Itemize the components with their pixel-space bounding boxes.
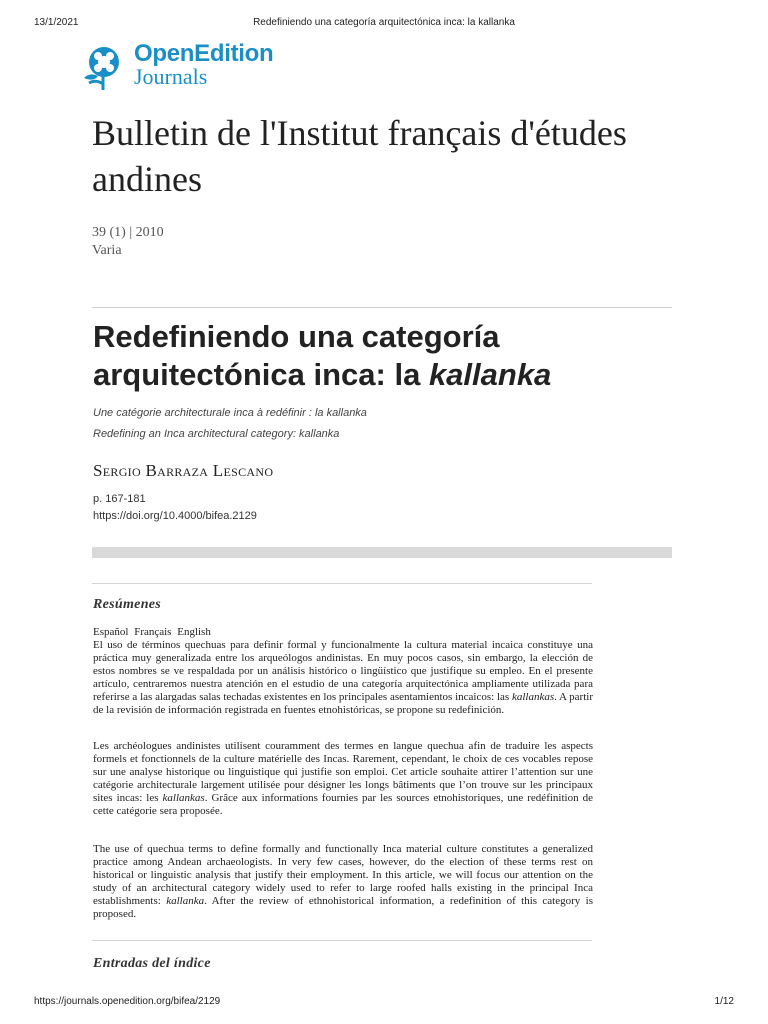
lang-es[interactable]: Español <box>93 626 129 638</box>
abstract-en-term: kallanka <box>166 894 205 907</box>
abstract-en-text-end: . After the review of ethnohistorical information, a redefinition of this category is proposed. <box>93 894 593 920</box>
abstract-fr <box>93 740 593 817</box>
divider <box>92 307 672 308</box>
abstract-es-term: kallankas <box>511 690 555 703</box>
abstract-es <box>93 639 593 716</box>
divider <box>92 583 592 584</box>
print-footer-url: https://journals.openedition.org/bifea/2129 <box>34 996 221 1007</box>
openedition-flower-icon <box>78 42 128 92</box>
resumenes-heading: Resúmenes <box>93 597 162 612</box>
doi-link[interactable]: https://doi.org/10.4000/bifea.2129 <box>93 510 257 522</box>
abstract-en <box>93 843 593 920</box>
issue-number[interactable]: 39 (1) | 2010 <box>92 225 164 240</box>
print-page-number: 1/12 <box>714 996 734 1007</box>
print-header-title: Redefiniendo una categoría arquitectónica inca: la kallanka <box>253 17 515 28</box>
print-date: 13/1/2021 <box>34 17 79 28</box>
logo-wordmark: OpenEdition <box>134 40 274 67</box>
article-title-italic: kallanka <box>428 357 552 392</box>
language-switcher <box>93 626 214 638</box>
article-title-fr: Une catégorie architecturale inca à redéfinir : la kallanka <box>93 407 367 419</box>
abstract-es-text: El uso de términos quechuas para definir formal y funcionalmente la cultura material incaica constituye una práctica muy generalizada entre los arqueólogos andinistas. En muy pocos casos, sin embargo, la elección de estos nombres se ve respaldada por un análisis histórico o lingüístico que justifique su empleo. En el presente artículo, centraremos nuestra atención en el estudio de una categoría arquitectónica ampliamente utilizada para referirse a las alargadas salas techadas existentes en los principales asentamientos incaicos: las <box>93 639 593 703</box>
abstract-es-text-end: . A partir de la revisión de información registrada en fuentes etnohistóricas, se propone su redefinición. <box>93 690 593 716</box>
openedition-logo[interactable] <box>78 42 273 92</box>
lang-en[interactable]: English <box>177 626 211 638</box>
logo-subtitle: Journals <box>134 64 208 89</box>
abstract-fr-term: kallankas <box>162 791 205 804</box>
abstract-fr-text-end: . Grâce aux informations fournies par les sources etnohistoriques, une redéfinition de cette catégorie sera proposée. <box>93 791 593 817</box>
journal-title[interactable]: Bulletin de l'Institut français d'études andines <box>92 113 627 199</box>
abstract-fr-text: Les archéologues andinistes utilisent couramment des termes en langue quechua afin de traduire les aspects formels et fonctionnels de la culture matérielle des Incas. Rarement, cependant, le choix de ces vocables repose sur une analyse historique ou linguistique qui justifie son emploi. Cet article souhaite attirer l’attention sur une catégorie architecturale largement utilisée pour désigner les longs bâtiments que l’on trouve sur les principaux sites incas: les <box>93 740 593 804</box>
divider <box>92 940 592 941</box>
article-title-main: Redefiniendo una categoría arquitectónica inca: la <box>93 319 500 392</box>
lang-fr[interactable]: Français <box>134 626 172 638</box>
page-range: p. 167-181 <box>93 493 146 505</box>
grey-band <box>92 547 672 558</box>
entradas-heading: Entradas del índice <box>93 956 211 971</box>
article-title-en: Redefining an Inca architectural category: kallanka <box>93 428 340 440</box>
issue-info <box>92 224 164 260</box>
article-title <box>93 318 673 394</box>
author-name[interactable]: Sergio Barraza Lescano <box>93 461 274 480</box>
abstract-en-text: The use of quechua terms to define formally and functionally Inca material culture constitutes a generalized practice among Andean archaeologists. In very few cases, however, do the election of these terms rest on historical or linguistic analysis that justify their employment. In this article, we will focus our attention on the study of an architectural category widely used to refer to large roofed halls existing in the principal Inca establishments: <box>93 843 593 907</box>
issue-section[interactable]: Varia <box>92 243 122 258</box>
